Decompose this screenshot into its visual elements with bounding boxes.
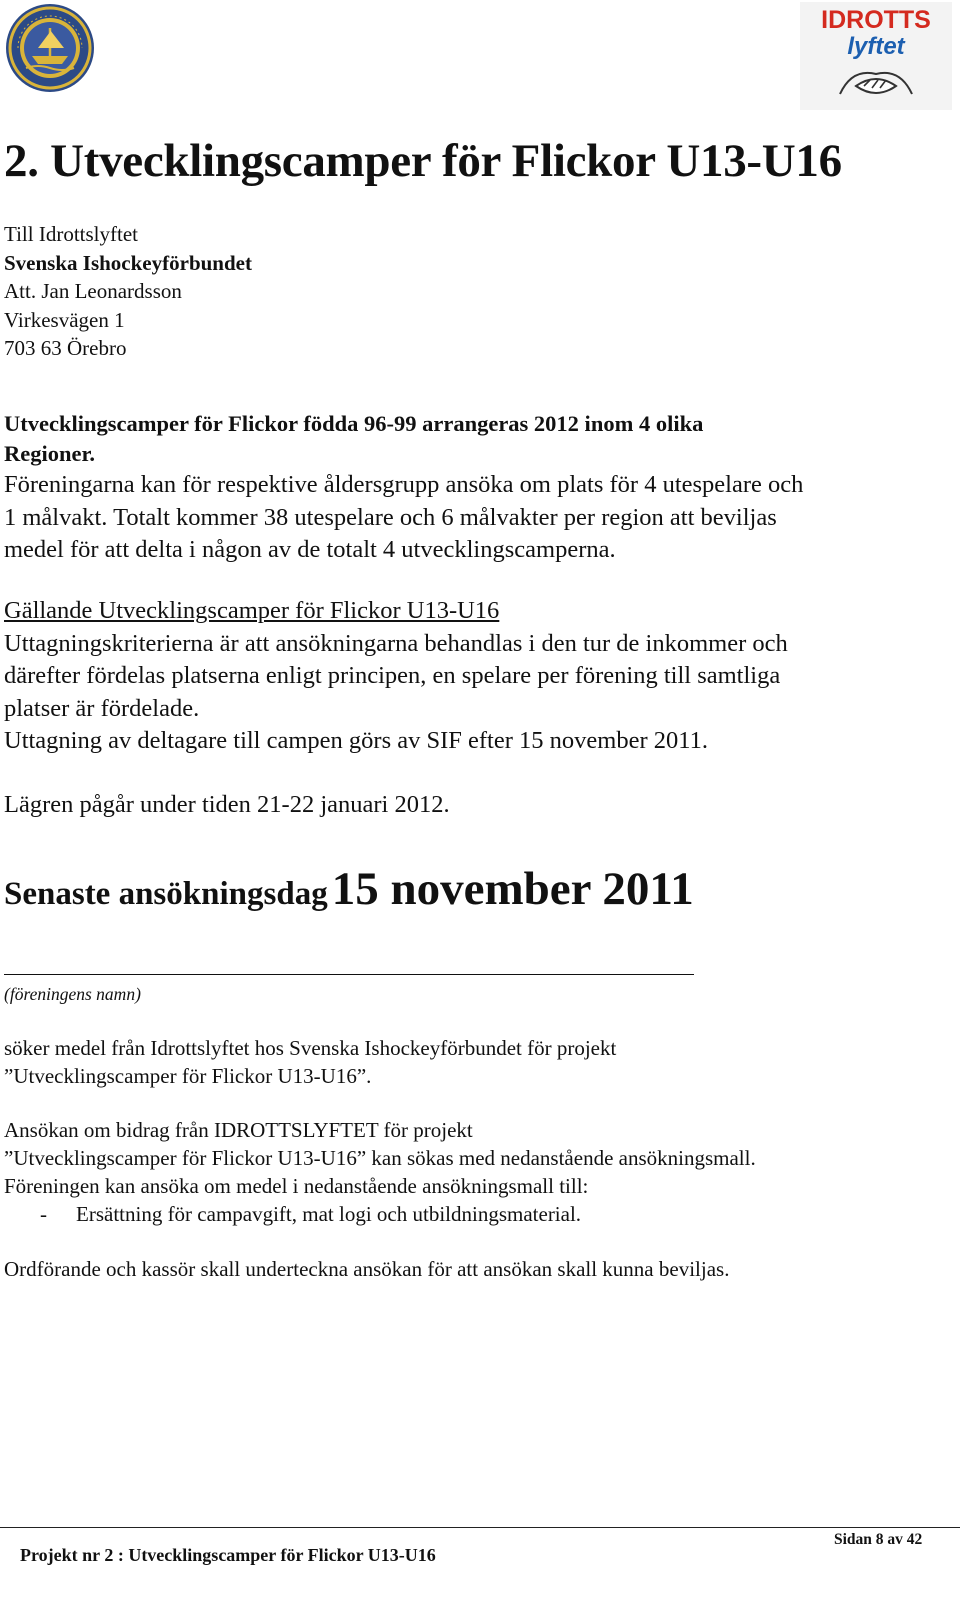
application-line: Ansökan om bidrag från IDROTTSLYFTET för projekt [4,1118,473,1142]
logo-text-top: IDROTTS [821,6,931,34]
footer-divider [0,1527,960,1528]
page-title: 2. Utvecklingscamper för Flickor U13-U16 [4,135,842,187]
camp-dates-line: Lägren pågår under tiden 21-22 januari 2012. [4,791,450,818]
address-line: Svenska Ishockeyförbundet [4,250,252,275]
criteria-line: Uttagning av deltagare till campen görs av SIF efter 15 november 2011. [4,727,708,754]
application-deadline [4,862,694,916]
idrottslyftet-logo [800,2,952,110]
application-line: ”Utvecklingscamper för Flickor U13-U16” kan sökas med nedanstående ansökningsmall. [4,1146,756,1170]
criteria-paragraph [4,595,949,758]
application-paragraph [4,1116,756,1228]
address-line: Virkesvägen 1 [4,307,125,332]
signing-note-line: Ordförande och kassör skall underteckna ansökan för att ansökan skall kunna beviljas. [4,1257,730,1281]
criteria-line: platser är fördelade. [4,694,200,722]
address-line: 703 63 Örebro [4,336,127,360]
applies-line: ”Utvecklingscamper för Flickor U13-U16”. [4,1064,372,1088]
applies-line: söker medel från Idrottslyftet hos Svenska Ishockeyförbundet för projekt [4,1036,617,1060]
list-item [4,1200,756,1228]
club-name-caption: (föreningens namn) [4,984,141,1004]
club-name-field[interactable] [4,974,694,975]
intro-bold-line: Regioner. [4,441,96,466]
federation-logo [4,2,96,94]
intro-line: 1 målvakt. Totalt kommer 38 utespelare och 6 målvakter per region att beviljas [4,503,777,531]
intro-line: medel för att delta i någon av de totalt 4 utvecklingscamperna. [4,536,616,563]
bullet-dash: - [40,1202,47,1226]
camp-dates [4,789,949,822]
criteria-line: Uttagningskriterierna är att ansökningarna behandlas i den tur de inkommer och [4,629,788,657]
intro-bold-line: Utvecklingscamper för Flickor födda 96-99 arrangeras 2012 inom 4 olika [4,411,704,436]
address-line: Att. Jan Leonardsson [4,279,182,303]
deadline-date: 15 november 2011 [331,863,694,915]
intro-line: Föreningarna kan för respektive åldersgrupp ansöka om plats för 4 utespelare och [4,471,804,498]
applies-paragraph [4,1034,616,1090]
bullet-text: Ersättning för campavgift, mat logi och utbildningsmaterial. [76,1202,582,1226]
address-line: Till Idrottslyftet [4,222,138,246]
application-line: Föreningen kan ansöka om medel i nedanstående ansökningsmall till: [4,1174,589,1198]
page-number: Sidan 8 av 42 [834,1531,923,1548]
footer-project-title: Projekt nr 2 : Utvecklingscamper för Flickor U13-U16 [20,1545,436,1565]
recipient-address [4,220,252,363]
logo-text-bottom: lyftet [847,33,905,60]
intro-paragraph [4,409,949,567]
criteria-heading: Gällande Utvecklingscamper för Flickor U13-U16 [4,597,500,624]
signing-note [4,1255,729,1283]
criteria-line: därefter fördelas platserna enligt principen, en spelare per förening till samtliga [4,662,781,689]
deadline-label: Senaste ansökningsdag [4,876,328,912]
